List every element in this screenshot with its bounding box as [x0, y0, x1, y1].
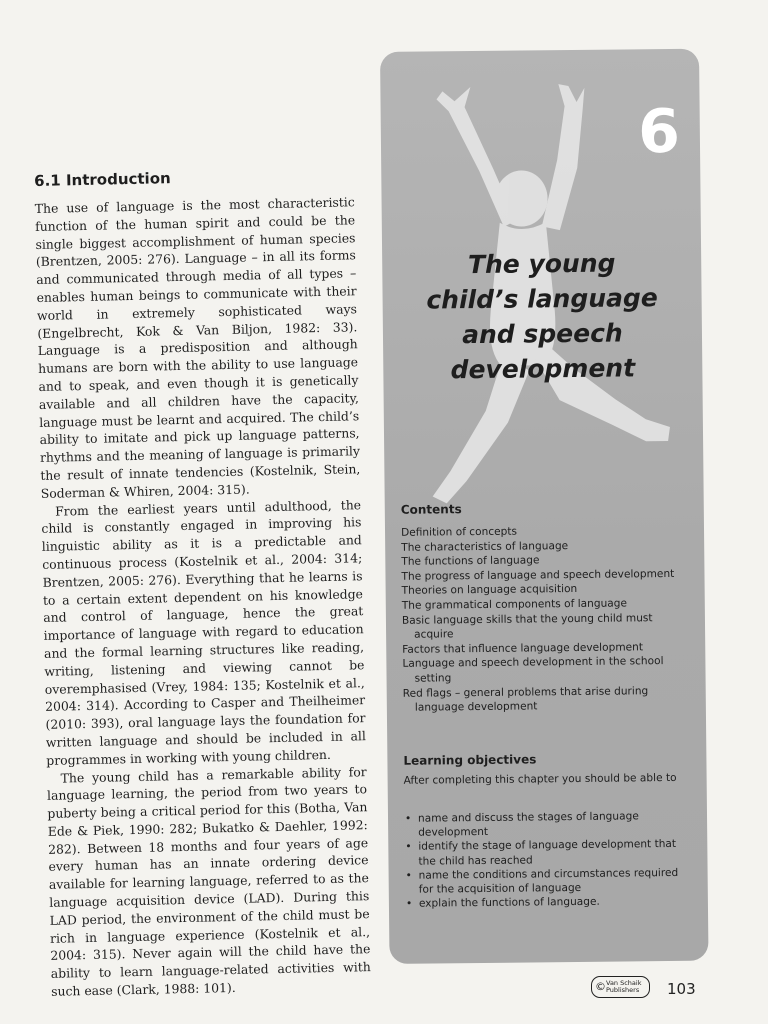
learning-objectives-intro: After completing this chapter you should be able to [403, 771, 677, 787]
body-paragraph: From the earliest years until adulthood, the child is constantly engaged in improving his linguistic ability as it is a predictable and continuous process (Kostelnik et al., 2004: 314; Brentzen, 2005: 276). Everything that he learns is to a certain extent dependent on his knowledge and control of language, hence the great importance of language with regard to education and the formal learning structures like reading, writing, listening and viewing cannot be overemphasised (Vrey, 1984: 135; Kostelnik et al., 2004: 314). According to Casper and Theilheimer (2010: 393), oral language lays the foundation for written language and should be included in all programmes in working with young children. [41, 496, 367, 768]
contents-item: The functions of language [401, 554, 540, 568]
body-paragraph: The young child has a remarkable ability for language learning, the period from two years to puberty being a critical period for this (Botha, Van Ede & Piek, 1990: 282; Bukatko & Daehler, 1992: 282). Between 18 months and four years of age every human has an innate ordering device available for learning language, referred to as the language acquisition device (LAD). During this LAD period, the environment of the child must be rich in language experience (Kostelnik et al., 2004: 315). Never again will the child have the ability to learn language-related activities with such ease (Clark, 1988: 101). [46, 763, 371, 999]
chapter-number: 6 [637, 96, 679, 168]
learning-objectives-list [404, 809, 690, 911]
contents-item: The characteristics of language [401, 539, 569, 554]
chapter-title-line: and speech [462, 318, 623, 350]
contents-item: The progress of language and speech development [401, 567, 675, 583]
chapter-opener-panel [380, 49, 709, 964]
copyright-icon: © [595, 980, 606, 993]
chapter-title-line: child’s language [426, 283, 658, 315]
objective-item: • name and discuss the stages of language development [404, 809, 689, 840]
chapter-title [382, 245, 702, 388]
contents-item: Theories on language acquisition [401, 583, 578, 598]
contents-item: Basic language skills that the young child must acquire [401, 611, 653, 641]
learning-objectives-heading: Learning objectives [403, 752, 537, 768]
contents-list [401, 523, 683, 716]
section-heading: 6.1 Introduction [34, 169, 171, 190]
introduction-column [34, 165, 371, 1000]
chapter-title-line: The young [467, 248, 616, 280]
objective-item: • explain the functions of language. [405, 894, 690, 911]
contents-item: Language and speech development in the school setting [402, 655, 664, 685]
chapter-title-line: development [450, 353, 636, 385]
contents-heading: Contents [400, 502, 462, 517]
objective-item: • identify the stage of language development that the child has reached [404, 837, 689, 868]
contents-item: Factors that influence language development [402, 641, 644, 656]
body-paragraph: The use of language is the most characteristic function of the human spirit and could be the single biggest accomplishment of human species (Brentzen, 2005: 276). Language – in all its forms and communicated through media of all types – enables human beings to communicate with their world in extremely sophisticated ways (Engelbrecht, Kok & Van Biljon, 1982: 33). Language is a predisposition and although humans are born with the ability to use language and to speak, and even though it is genetically available and all children have the capacity, language must be learnt and acquired. The child’s ability to imitate and pick up language patterns, rhythms and the meaning of language is primarily the result of innate tendencies (Kostelnik, Stein, Soderman & Whiren, 2004: 315). [34, 194, 361, 501]
publisher-name-line: Van Schaik [606, 979, 642, 987]
publisher-logo [591, 976, 650, 998]
contents-item: Definition of concepts [400, 525, 518, 539]
publisher-name-line: Publishers [606, 986, 640, 994]
contents-item: The grammatical components of language [401, 597, 628, 612]
page-number: 103 [667, 980, 696, 998]
contents-item: Red flags – general problems that arise during language development [402, 684, 649, 714]
objective-item: • name the conditions and circumstances required for the acquisition of language [405, 866, 690, 897]
